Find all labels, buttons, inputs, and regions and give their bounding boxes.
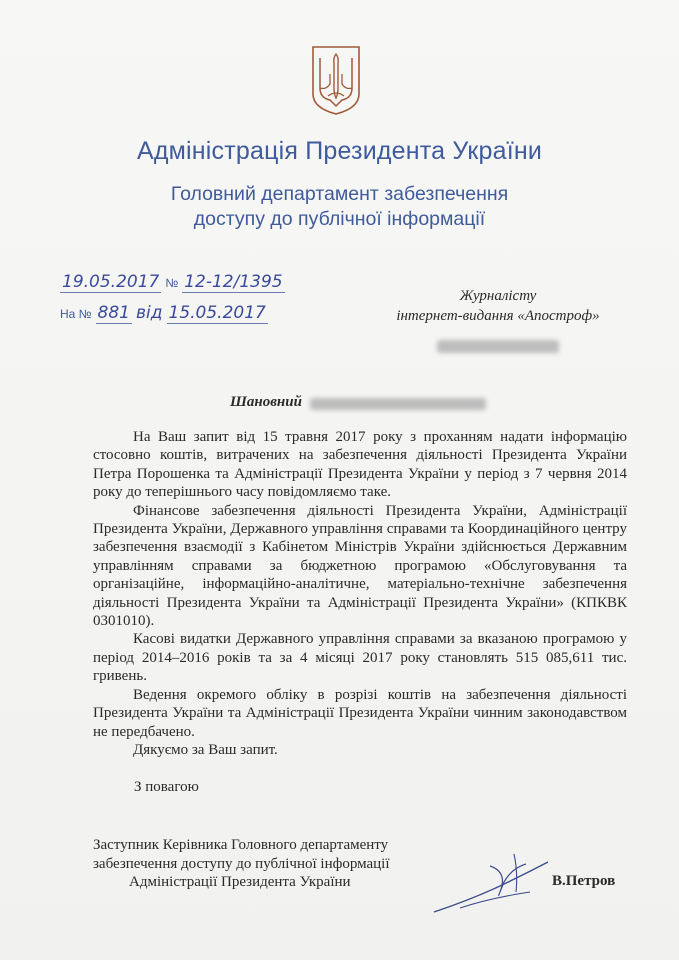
incoming-date-prefix: від	[136, 303, 163, 323]
department-line-1: Головний департамент забезпечення	[170, 183, 509, 205]
incoming-date: 15.05.2017	[168, 303, 266, 323]
redacted-recipient-name	[310, 398, 486, 410]
handwritten-signature-icon	[430, 852, 560, 922]
signatory-title-line-1: Заступник Керівника Головного департаменту	[93, 837, 389, 853]
organization-title: Адміністрація Президента України	[136, 137, 543, 165]
closing: З повагою	[134, 779, 199, 795]
body-paragraph-2: Фінансове забезпечення діяльності Президента України, Адміністрації Президента України, Державного управління справами та Координаційного центру забезпечення взаємодії з Кабінетом Міністрів України здійснюється Державним управлінням справами за бюджетною програмою «Обслуговування та організаційне, інформаційно-аналітичне, матеріально-технічне забезпечення діяльності Президента України та Адміністрації Президента України» (КПКВК 0301010).	[93, 502, 627, 630]
number-label: №	[165, 276, 179, 290]
addressee-line-2: інтернет-видання «Апостроф»	[396, 308, 600, 324]
incoming-number: 881	[97, 303, 130, 323]
department-name	[0, 182, 679, 232]
body-paragraph-3: Касові видатки Державного управління справами за вказаною програмою у період 2014–2016 років та за 4 місяці 2017 року становлять 515 085,611 тис. гривень.	[93, 631, 627, 685]
addressee-line-1: Журналісту	[459, 288, 537, 304]
incoming-reference	[60, 303, 268, 324]
department-line-2: доступу до публічної інформації	[193, 208, 486, 230]
signatory-title-line-2: забезпечення доступу до публічної інформації	[93, 855, 390, 872]
signatory-title	[93, 836, 390, 892]
reply-to-label: На №	[60, 307, 92, 321]
body-paragraph-5: Дякуємо за Ваш запит.	[133, 741, 278, 758]
body-paragraph-4: Ведення окремого обліку в розрізі коштів на забезпечення діяльності Президента України та Адміністрації Президента України чинним законодавством не передбачено.	[93, 686, 627, 740]
addressee-block	[392, 286, 604, 326]
signatory-name: В.Петров	[552, 873, 616, 889]
signatory-title-line-3: Адміністрації Президента України	[129, 874, 351, 890]
greeting: Шановний	[230, 394, 302, 410]
outgoing-number: 12-12/1395	[184, 272, 283, 292]
outgoing-reference	[60, 272, 285, 293]
trident-emblem-icon	[310, 44, 362, 116]
body-paragraph-1: На Ваш запит від 15 травня 2017 року з проханням надати інформацію стосовно коштів, витрачених на забезпечення діяльності Президента України Петра Порошенка та Адміністрації Президента України у період з 7 червня 2014 року до теперішнього часу повідомляємо таке.	[93, 429, 627, 501]
redacted-addressee-name	[437, 340, 559, 353]
letter-body	[93, 428, 627, 759]
outgoing-date: 19.05.2017	[62, 272, 160, 292]
